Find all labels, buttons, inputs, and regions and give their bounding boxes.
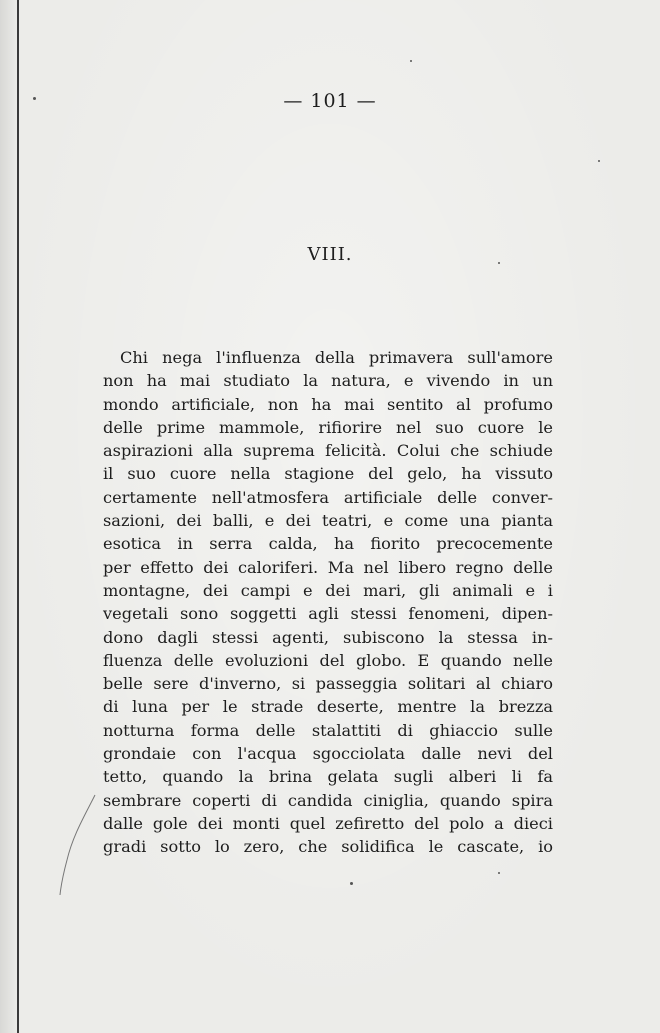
text-line: il suo cuore nella stagione del gelo, ha vissuto	[103, 464, 553, 484]
text-line: fluenza delle evoluzioni del globo. E quando nelle	[103, 650, 553, 670]
text-line: esotica in serra calda, ha fiorito precocemente	[103, 534, 553, 554]
text-line: vegetali sono soggetti agli stessi fenomeni, dipen-	[103, 604, 553, 624]
text-line: dalle gole dei monti quel zefiretto del polo a dieci	[103, 813, 553, 833]
text-line: belle sere d'inverno, si passeggia solitari al chiaro	[103, 674, 553, 694]
text-line: montagne, dei campi e dei mari, gli animali e i	[103, 580, 553, 600]
text-line: Chi nega l'influenza della primavera sull'amore	[120, 348, 553, 367]
text-line: di luna per le strade deserte, mentre la brezza	[103, 697, 553, 717]
page-number: — 101 —	[283, 90, 377, 112]
speck-mark	[410, 60, 412, 62]
speck-mark	[350, 882, 353, 885]
speck-mark	[498, 872, 500, 874]
text-line: grondaie con l'acqua sgocciolata dalle nevi del	[103, 744, 553, 764]
text-line: dono dagli stessi agenti, subiscono la stessa in-	[103, 627, 553, 647]
page-gutter	[0, 0, 17, 1033]
speck-mark	[598, 160, 600, 162]
text-line: sazioni, dei balli, e dei teatri, e come una pianta	[103, 511, 553, 531]
text-line: gradi sotto lo zero, che solidifica le cascate, io	[103, 837, 553, 857]
text-line: delle prime mammole, rifiorire nel suo cuore le	[103, 417, 553, 437]
text-line: tetto, quando la brina gelata sugli alberi li fa	[103, 767, 553, 787]
text-line: non ha mai studiato la natura, e vivendo in un	[103, 371, 553, 391]
text-line: aspirazioni alla suprema felicità. Colui che schiude	[103, 441, 553, 461]
text-line: sembrare coperti di candida ciniglia, quando spira	[103, 790, 553, 810]
text-line: notturna forma delle stalattiti di ghiaccio sulle	[103, 720, 553, 740]
text-line: mondo artificiale, non ha mai sentito al profumo	[103, 394, 553, 414]
page-spine-line	[17, 0, 19, 1033]
text-line: per effetto dei caloriferi. Ma nel libero regno delle	[103, 557, 553, 577]
chapter-heading: VIII.	[307, 244, 353, 265]
text-line: certamente nell'atmosfera artificiale delle conver-	[103, 487, 553, 507]
body-paragraph	[103, 346, 553, 859]
